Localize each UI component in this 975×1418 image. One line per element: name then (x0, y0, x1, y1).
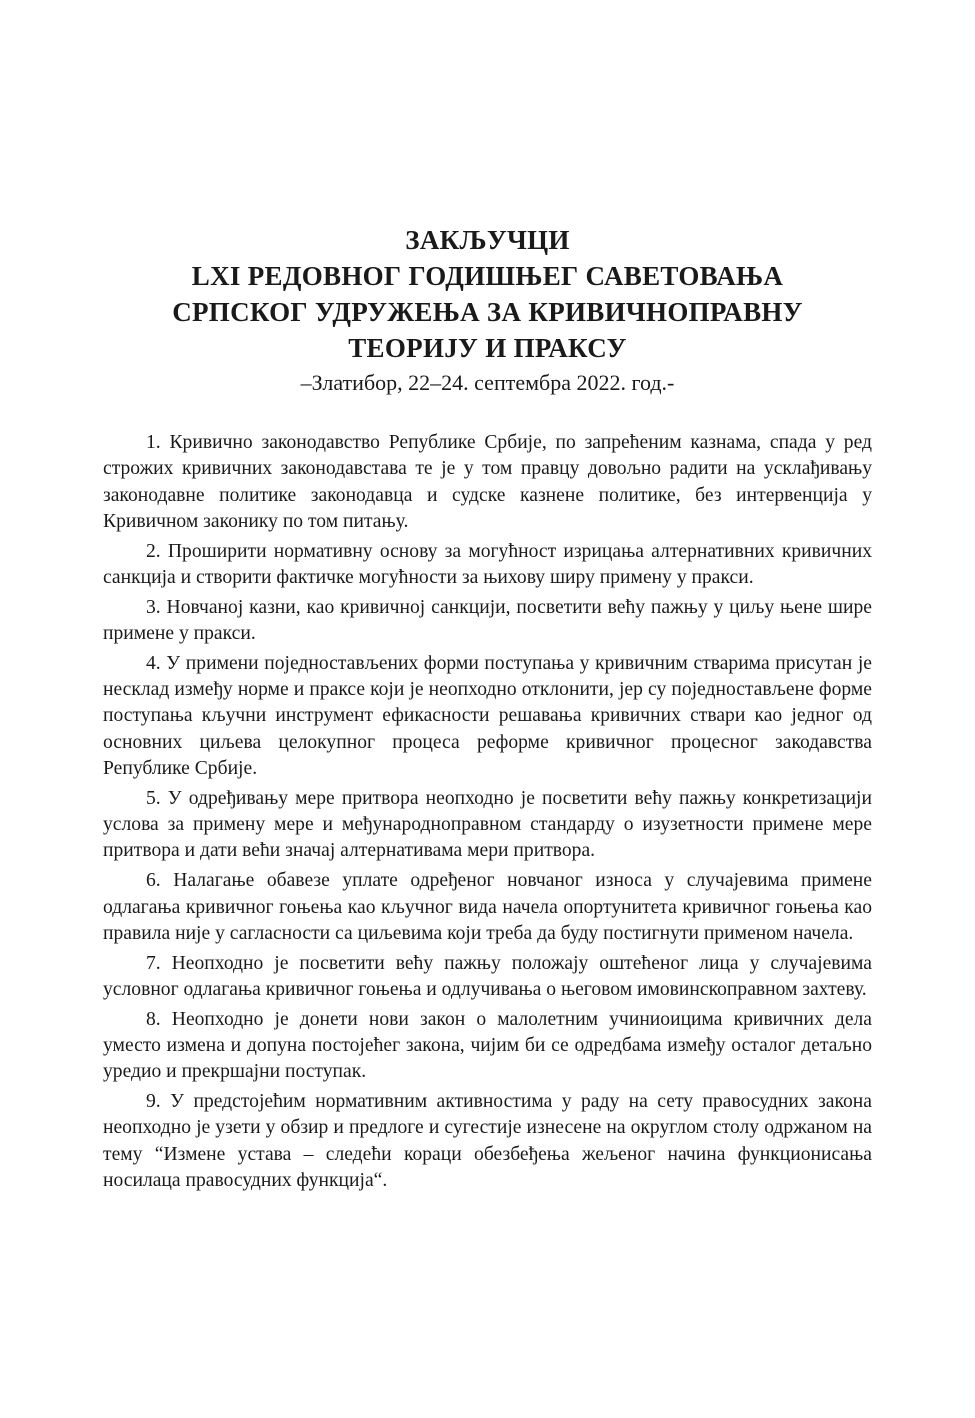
conclusions-list (103, 430, 872, 1198)
conclusion-2: 2. Проширити нормативну основу за могућност изрицања алтернативних кривичних санкција и створити фактичке могућности за њихову ширу примену у пракси. (103, 540, 872, 588)
heading-title: ЗАКЉУЧЦИ (405, 225, 570, 255)
conclusion-3: 3. Новчаној казни, као кривичној санкцији, посветити већу пажњу у циљу њене шире примене у пракси. (103, 596, 872, 645)
conclusion-8: 8. Неопходно је донети нови закон о малолетним учиниоицима кривичних дела уместо измена и допуна постојећег закона, чијим би се одредбама између осталог детаљно уредио и прекршајни поступак. (103, 1008, 872, 1083)
conclusion-6: 6. Налагање обавезе уплате одређеног новчаног износа у случајевима примене одлагања кривичног гоњења као кључног вида начела опортунитета кривичног гоњења као правила није у сагласности са циљевима који треба да буду постигнути применом начела. (103, 870, 872, 944)
conclusion-7: 7. Неопходно је посветити већу пажњу положају оштећеног лица у случајевима условног одлагања кривичног гоњења и одлучивања о његовом имовинскоправном захтеву. (103, 952, 872, 1000)
heading-line-2: LXI РЕДОВНОГ ГОДИШЊЕГ САВЕТОВАЊА (191, 261, 784, 291)
heading-line-4: ТЕОРИЈУ И ПРАКСУ (348, 333, 627, 363)
conclusion-9: 9. У предстојећим нормативним активностима у раду на сету правосудних закона неопходно је узети у обзир и предлоге и сугестије изнесене на округлом столу одржаном на тему “Измене устава – следећи кораци обезбеђења жељеног начина функционисања носилаца правосудних функција“. (103, 1091, 872, 1192)
document-heading (100, 222, 875, 399)
heading-subtitle: –Златибор, 22–24. септембра 2022. год.- (300, 370, 675, 395)
conclusion-1: 1. Кривично законодавство Републике Србије, по запрећеним казнама, спада у ред строжих кривичних законодавстава те је у том правцу довољно радити на усклађивању законодавне политике законодавца и судске казнене политике, без интервенција у Кривичном законику по том питању. (103, 432, 872, 532)
conclusion-5: 5. У одређивању мере притвора неопходно је посветити већу пажњу конкретизацији услова за примену мере и међународноправном стандарду о изузетности примене мере притвора и дати већи значај алтернативама мери притвора. (103, 787, 872, 862)
conclusion-4: 4. У примени поједностављених форми поступања у кривичним стварима присутан је несклад између норме и праксе који је неопходно отклонити, јер су поједностављене форме поступања кључни инструмент ефикасности решавања кривичних ствари као једног од основних циљева целокупног процеса реформе кривичног процесног закодавства Републике Србије. (103, 652, 872, 780)
heading-line-3: СРПСКОГ УДРУЖЕЊА ЗА КРИВИЧНОПРАВНУ (172, 297, 803, 327)
